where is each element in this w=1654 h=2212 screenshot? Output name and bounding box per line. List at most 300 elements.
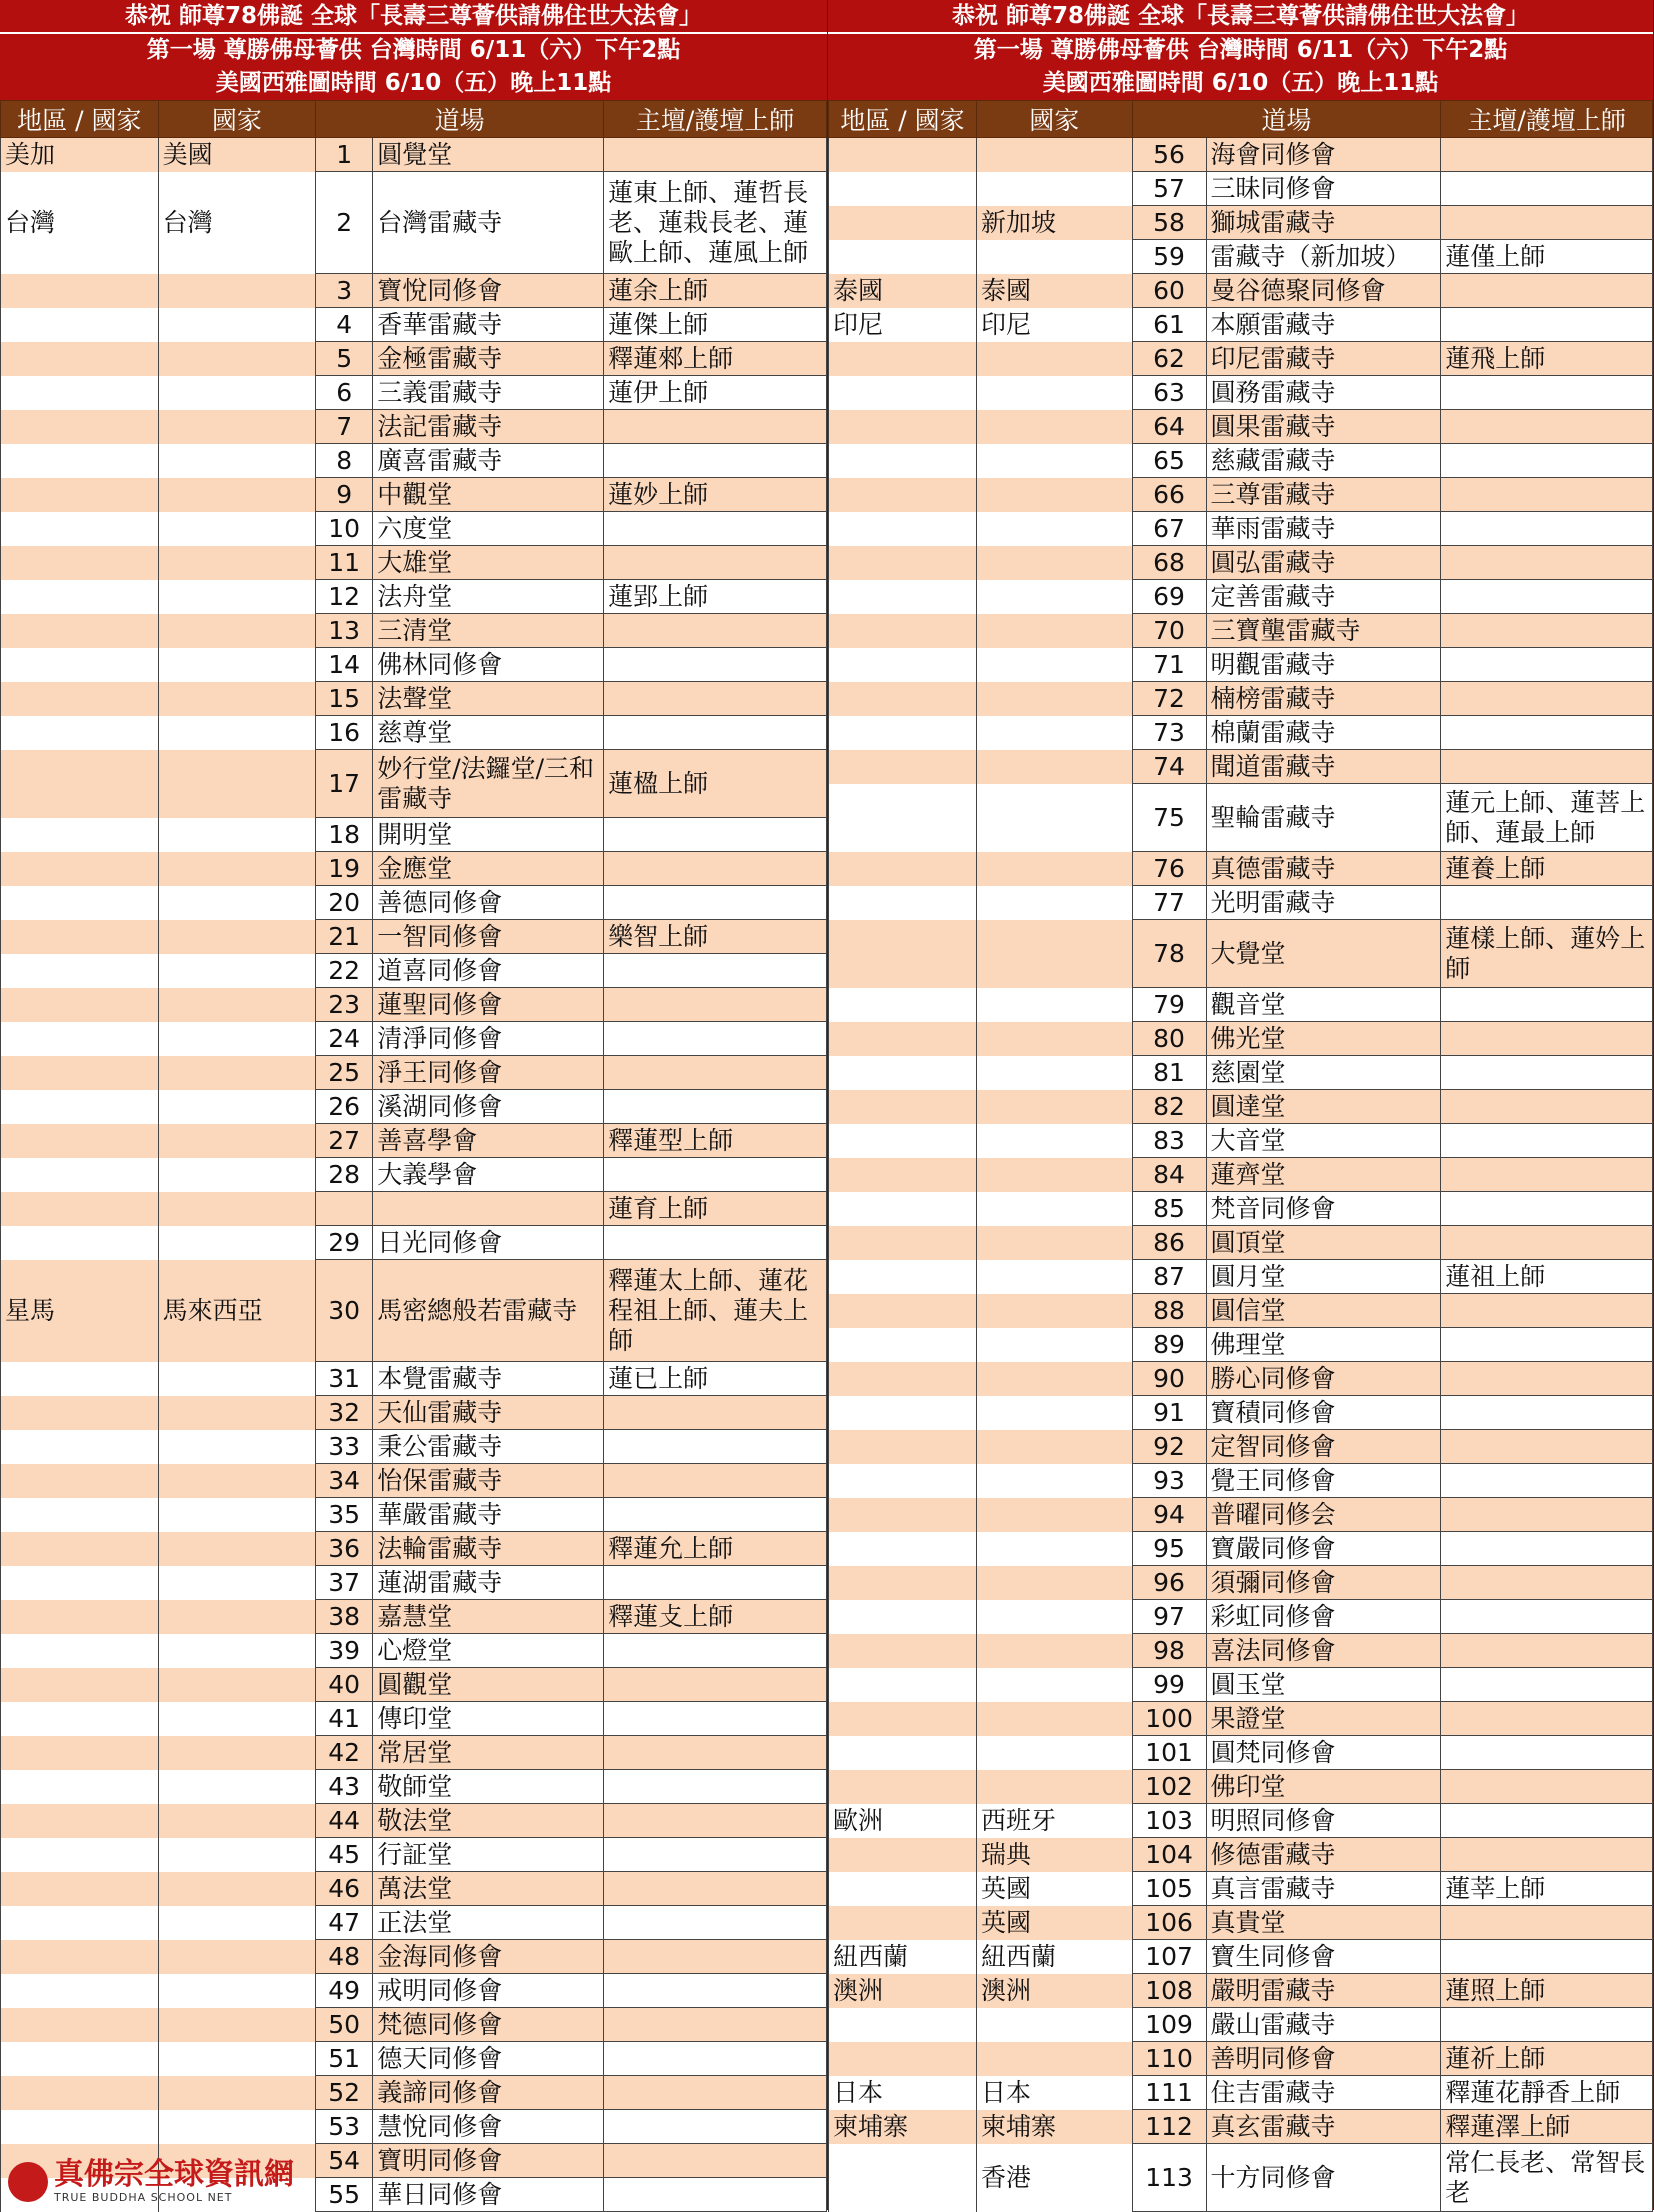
table-row [829, 2008, 1653, 2042]
temple-cell: 寶積同修會 [1206, 1396, 1441, 1430]
table-row [829, 1770, 1653, 1804]
event-subtitle-taiwan-time: 第一場 尊勝佛母薈供 台灣時間 6/11（六）下午2點 [0, 34, 827, 67]
table-row [1, 274, 827, 308]
col-temple: 道場 [1132, 101, 1441, 138]
master-cell: 釋蓮郲上師 [604, 342, 827, 376]
master-cell [1441, 308, 1653, 342]
temple-cell: 慈園堂 [1206, 1056, 1441, 1090]
number-cell: 34 [316, 1464, 373, 1498]
number-cell: 7 [316, 410, 373, 444]
table-row [1, 546, 827, 580]
table-row [829, 1294, 1653, 1328]
number-cell: 84 [1132, 1158, 1206, 1192]
temple-cell: 普曜同修会 [1206, 1498, 1441, 1532]
table-row [829, 1702, 1653, 1736]
master-cell [1441, 750, 1653, 784]
country-cell [976, 1328, 1132, 1362]
number-cell: 87 [1132, 1260, 1206, 1294]
region-cell [829, 1770, 977, 1804]
table-row [1, 1940, 827, 1974]
temple-cell: 溪湖同修會 [373, 1090, 604, 1124]
table-row [829, 1362, 1653, 1396]
region-cell [1, 1362, 159, 1396]
number-cell: 65 [1132, 444, 1206, 478]
number-cell: 111 [1132, 2076, 1206, 2110]
table-row [829, 1838, 1653, 1872]
number-cell: 10 [316, 512, 373, 546]
temple-cell: 嚴明雷藏寺 [1206, 1974, 1441, 2008]
region-cell [829, 1260, 977, 1294]
number-cell: 5 [316, 342, 373, 376]
number-cell: 68 [1132, 546, 1206, 580]
col-region: 地區 / 國家 [829, 101, 977, 138]
number-cell: 94 [1132, 1498, 1206, 1532]
region-cell [829, 1872, 977, 1906]
table-row [1, 852, 827, 886]
col-temple: 道場 [316, 101, 604, 138]
region-cell [829, 2042, 977, 2076]
table-row [1, 1566, 827, 1600]
region-cell [1, 1090, 159, 1124]
master-cell [604, 512, 827, 546]
number-cell: 19 [316, 852, 373, 886]
temple-cell: 德天同修會 [373, 2042, 604, 2076]
country-cell [158, 1804, 316, 1838]
region-cell [829, 886, 977, 920]
temple-cell: 金極雷藏寺 [373, 342, 604, 376]
table-row [829, 614, 1653, 648]
region-cell [829, 1702, 977, 1736]
temple-cell: 戒明同修會 [373, 1974, 604, 2008]
master-cell [604, 682, 827, 716]
table-row [829, 1906, 1653, 1940]
number-cell: 95 [1132, 1532, 1206, 1566]
table-row [1, 1226, 827, 1260]
table-row [1, 1770, 827, 1804]
number-cell: 29 [316, 1226, 373, 1260]
table-row [829, 308, 1653, 342]
number-cell: 21 [316, 920, 373, 954]
country-cell [158, 308, 316, 342]
temple-cell: 敬師堂 [373, 1770, 604, 1804]
temple-cell: 台灣雷藏寺 [373, 172, 604, 274]
table-row [1, 444, 827, 478]
number-cell: 110 [1132, 2042, 1206, 2076]
temple-cell: 六度堂 [373, 512, 604, 546]
number-cell: 41 [316, 1702, 373, 1736]
country-cell [158, 1906, 316, 1940]
region-cell: 紐西蘭 [829, 1940, 977, 1974]
temple-cell: 心燈堂 [373, 1634, 604, 1668]
region-cell [829, 648, 977, 682]
country-cell [158, 1430, 316, 1464]
country-cell [158, 1838, 316, 1872]
region-cell [829, 1396, 977, 1430]
table-row [1, 988, 827, 1022]
temple-cell: 圓梵同修會 [1206, 1736, 1441, 1770]
temple-cell: 佛光堂 [1206, 1022, 1441, 1056]
country-cell [158, 1498, 316, 1532]
temple-cell: 慈尊堂 [373, 716, 604, 750]
country-cell [158, 1872, 316, 1906]
master-cell: 釋蓮太上師、蓮花程祖上師、蓮夫上師 [604, 1260, 827, 1362]
master-cell [604, 1974, 827, 2008]
region-cell [829, 172, 977, 206]
region-cell [1, 478, 159, 512]
number-cell: 82 [1132, 1090, 1206, 1124]
number-cell: 72 [1132, 682, 1206, 716]
region-cell [1, 716, 159, 750]
master-cell [604, 2042, 827, 2076]
region-cell [829, 1022, 977, 1056]
table-row [829, 274, 1653, 308]
master-cell [1441, 1158, 1653, 1192]
region-cell: 柬埔寨 [829, 2110, 977, 2144]
number-cell: 49 [316, 1974, 373, 2008]
temple-cell: 定善雷藏寺 [1206, 580, 1441, 614]
master-cell [604, 2110, 827, 2144]
number-cell: 24 [316, 1022, 373, 1056]
temple-cell [373, 1192, 604, 1226]
master-cell [604, 886, 827, 920]
region-cell [829, 920, 977, 988]
country-cell [976, 342, 1132, 376]
master-cell [604, 1770, 827, 1804]
temple-cell: 大義學會 [373, 1158, 604, 1192]
master-cell [1441, 1906, 1653, 1940]
temple-cell: 三義雷藏寺 [373, 376, 604, 410]
master-cell [604, 1226, 827, 1260]
master-cell [1441, 410, 1653, 444]
number-cell: 113 [1132, 2144, 1206, 2212]
temple-cell: 寶明同修會 [373, 2144, 604, 2178]
number-cell: 3 [316, 274, 373, 308]
temple-cell: 真德雷藏寺 [1206, 852, 1441, 886]
col-master: 主壇/護壇上師 [1441, 101, 1653, 138]
number-cell: 44 [316, 1804, 373, 1838]
master-cell [1441, 682, 1653, 716]
region-cell [829, 1736, 977, 1770]
logo-text-en: TRUE BUDDHA SCHOOL NET [54, 2191, 233, 2204]
temple-cell: 善明同修會 [1206, 2042, 1441, 2076]
master-cell [1441, 1600, 1653, 1634]
region-cell [1, 376, 159, 410]
country-cell [158, 1396, 316, 1430]
temple-cell: 圓信堂 [1206, 1294, 1441, 1328]
table-row [1, 410, 827, 444]
table-row [829, 750, 1653, 784]
temple-cell: 天仙雷藏寺 [373, 1396, 604, 1430]
region-cell [1, 886, 159, 920]
number-cell: 61 [1132, 308, 1206, 342]
number-cell: 96 [1132, 1566, 1206, 1600]
country-cell [976, 1566, 1132, 1600]
country-cell: 英國 [976, 1906, 1132, 1940]
region-cell [1, 750, 159, 818]
region-cell: 歐洲 [829, 1804, 977, 1838]
temple-cell: 寶嚴同修會 [1206, 1532, 1441, 1566]
country-cell [158, 954, 316, 988]
country-cell [158, 1090, 316, 1124]
region-cell [1, 410, 159, 444]
number-cell: 25 [316, 1056, 373, 1090]
region-cell [1, 682, 159, 716]
number-cell: 79 [1132, 988, 1206, 1022]
temple-cell: 印尼雷藏寺 [1206, 342, 1441, 376]
temple-cell: 彩虹同修會 [1206, 1600, 1441, 1634]
country-cell [976, 172, 1132, 206]
table-row [1, 1736, 827, 1770]
number-cell: 1 [316, 138, 373, 172]
master-cell: 蓮祈上師 [1441, 2042, 1653, 2076]
country-cell: 澳洲 [976, 1974, 1132, 2008]
country-cell [158, 648, 316, 682]
region-cell [1, 1464, 159, 1498]
region-cell [1, 614, 159, 648]
country-cell [158, 886, 316, 920]
table-row [829, 1498, 1653, 1532]
master-cell [1441, 614, 1653, 648]
right-panel [828, 0, 1654, 2210]
country-cell [976, 1668, 1132, 1702]
country-cell [158, 1634, 316, 1668]
number-cell: 76 [1132, 852, 1206, 886]
temple-cell: 淨王同修會 [373, 1056, 604, 1090]
country-cell [976, 1770, 1132, 1804]
country-cell: 英國 [976, 1872, 1132, 1906]
table-row [1, 1362, 827, 1396]
table-row [1, 2008, 827, 2042]
country-cell [976, 1294, 1132, 1328]
table-row [829, 1464, 1653, 1498]
master-cell: 蓮元上師、蓮菩上師、蓮最上師 [1441, 784, 1653, 852]
region-cell [1, 1056, 159, 1090]
master-cell: 釋蓮澤上師 [1441, 2110, 1653, 2144]
number-cell: 63 [1132, 376, 1206, 410]
temple-cell: 香華雷藏寺 [373, 308, 604, 342]
number-cell: 20 [316, 886, 373, 920]
temple-cell: 華日同修會 [373, 2178, 604, 2212]
temple-cell: 十方同修會 [1206, 2144, 1441, 2212]
temple-cell: 定智同修會 [1206, 1430, 1441, 1464]
master-cell [1441, 1396, 1653, 1430]
region-cell: 泰國 [829, 274, 977, 308]
temple-cell: 須彌同修會 [1206, 1566, 1441, 1600]
temple-cell: 梵德同修會 [373, 2008, 604, 2042]
number-cell: 2 [316, 172, 373, 274]
master-cell: 蓮飛上師 [1441, 342, 1653, 376]
region-cell [829, 1090, 977, 1124]
master-cell [1441, 274, 1653, 308]
country-cell [158, 2076, 316, 2110]
table-row [829, 852, 1653, 886]
country-cell [158, 1056, 316, 1090]
region-cell [829, 546, 977, 580]
temple-cell: 勝心同修會 [1206, 1362, 1441, 1396]
country-cell [976, 682, 1132, 716]
temple-cell: 開明堂 [373, 818, 604, 852]
country-cell [976, 852, 1132, 886]
master-cell: 常仁長老、常智長老 [1441, 2144, 1653, 2212]
region-cell [1, 2042, 159, 2076]
master-cell [604, 1702, 827, 1736]
region-cell [829, 1158, 977, 1192]
number-cell: 36 [316, 1532, 373, 1566]
country-cell [158, 1668, 316, 1702]
country-cell [158, 1124, 316, 1158]
temple-cell: 妙行堂/法鑼堂/三和雷藏寺 [373, 750, 604, 818]
country-cell [976, 478, 1132, 512]
temple-cell: 慧悅同修會 [373, 2110, 604, 2144]
master-cell [604, 1158, 827, 1192]
master-cell [604, 1430, 827, 1464]
temple-cell: 一智同修會 [373, 920, 604, 954]
temple-cell: 楠榜雷藏寺 [1206, 682, 1441, 716]
temple-cell: 行証堂 [373, 1838, 604, 1872]
temple-cell: 圓務雷藏寺 [1206, 376, 1441, 410]
number-cell: 55 [316, 2178, 373, 2212]
region-cell [829, 478, 977, 512]
number-cell: 30 [316, 1260, 373, 1362]
table-row [1, 2110, 827, 2144]
table-row [1, 1668, 827, 1702]
temple-cell: 修德雷藏寺 [1206, 1838, 1441, 1872]
master-cell [1441, 1464, 1653, 1498]
country-cell [976, 580, 1132, 614]
temple-cell: 佛理堂 [1206, 1328, 1441, 1362]
temple-cell: 秉公雷藏寺 [373, 1430, 604, 1464]
region-cell [1, 308, 159, 342]
region-cell [829, 240, 977, 274]
country-cell: 西班牙 [976, 1804, 1132, 1838]
master-cell [604, 1566, 827, 1600]
table-row [829, 478, 1653, 512]
table-row [1, 818, 827, 852]
region-cell [829, 1430, 977, 1464]
temple-cell: 華雨雷藏寺 [1206, 512, 1441, 546]
country-cell [976, 1498, 1132, 1532]
master-cell [604, 614, 827, 648]
temple-cell: 海會同修會 [1206, 138, 1441, 172]
table-row [829, 172, 1653, 206]
country-cell: 香港 [976, 2144, 1132, 2212]
master-cell: 蓮養上師 [1441, 852, 1653, 886]
region-cell [1, 1770, 159, 1804]
master-cell: 蓮育上師 [604, 1192, 827, 1226]
region-cell [829, 1226, 977, 1260]
temple-cell: 傳印堂 [373, 1702, 604, 1736]
master-cell [1441, 1702, 1653, 1736]
country-cell [158, 682, 316, 716]
table-row [829, 784, 1653, 852]
temple-cell: 蓮湖雷藏寺 [373, 1566, 604, 1600]
number-cell: 67 [1132, 512, 1206, 546]
country-cell [158, 920, 316, 954]
temple-cell: 金海同修會 [373, 1940, 604, 1974]
master-cell: 釋蓮攴上師 [604, 1600, 827, 1634]
master-cell [604, 1804, 827, 1838]
country-cell: 瑞典 [976, 1838, 1132, 1872]
temple-cell: 圓果雷藏寺 [1206, 410, 1441, 444]
number-cell: 106 [1132, 1906, 1206, 1940]
number-cell: 102 [1132, 1770, 1206, 1804]
country-cell [158, 546, 316, 580]
temple-cell: 日光同修會 [373, 1226, 604, 1260]
number-cell: 50 [316, 2008, 373, 2042]
temple-cell: 佛林同修會 [373, 648, 604, 682]
master-cell [604, 1940, 827, 1974]
country-cell [976, 1464, 1132, 1498]
temple-cell: 萬法堂 [373, 1872, 604, 1906]
region-cell [829, 206, 977, 240]
table-row [1, 648, 827, 682]
table-row [1, 1600, 827, 1634]
col-country: 國家 [976, 101, 1132, 138]
table-row [829, 1600, 1653, 1634]
temple-table-right [828, 100, 1653, 2212]
number-cell: 42 [316, 1736, 373, 1770]
region-cell [1, 1498, 159, 1532]
country-cell [976, 1124, 1132, 1158]
master-cell [1441, 206, 1653, 240]
country-cell [158, 1192, 316, 1226]
table-row [1, 2042, 827, 2076]
master-cell [1441, 648, 1653, 682]
master-cell [604, 2076, 827, 2110]
number-cell: 39 [316, 1634, 373, 1668]
region-cell [829, 580, 977, 614]
country-cell [976, 138, 1132, 172]
master-cell [604, 2008, 827, 2042]
master-cell [604, 1736, 827, 1770]
number-cell: 97 [1132, 1600, 1206, 1634]
master-cell [604, 1090, 827, 1124]
table-row [829, 2144, 1653, 2212]
temple-cell: 馬密總般若雷藏寺 [373, 1260, 604, 1362]
table-row [829, 1192, 1653, 1226]
table-row [1, 1056, 827, 1090]
event-title: 恭祝 師尊78佛誕 全球「長壽三尊薈供請佛住世大法會」 [0, 0, 827, 34]
country-cell [158, 1022, 316, 1056]
region-cell [1, 920, 159, 954]
region-cell [1, 546, 159, 580]
table-row [829, 1022, 1653, 1056]
number-cell: 54 [316, 2144, 373, 2178]
master-cell [604, 1668, 827, 1702]
temple-cell: 華嚴雷藏寺 [373, 1498, 604, 1532]
master-cell: 蓮余上師 [604, 274, 827, 308]
region-cell [1, 1668, 159, 1702]
number-cell: 8 [316, 444, 373, 478]
number-cell: 28 [316, 1158, 373, 1192]
country-cell [976, 2042, 1132, 2076]
number-cell: 107 [1132, 1940, 1206, 1974]
region-cell [1, 580, 159, 614]
region-cell [1, 1600, 159, 1634]
master-cell [1441, 1328, 1653, 1362]
country-cell [976, 512, 1132, 546]
country-cell [158, 1362, 316, 1396]
number-cell: 16 [316, 716, 373, 750]
table-row [829, 1226, 1653, 1260]
region-cell [1, 1940, 159, 1974]
country-cell [976, 1532, 1132, 1566]
number-cell: 46 [316, 1872, 373, 1906]
country-cell [976, 988, 1132, 1022]
temple-cell: 圓弘雷藏寺 [1206, 546, 1441, 580]
number-cell: 101 [1132, 1736, 1206, 1770]
number-cell: 33 [316, 1430, 373, 1464]
